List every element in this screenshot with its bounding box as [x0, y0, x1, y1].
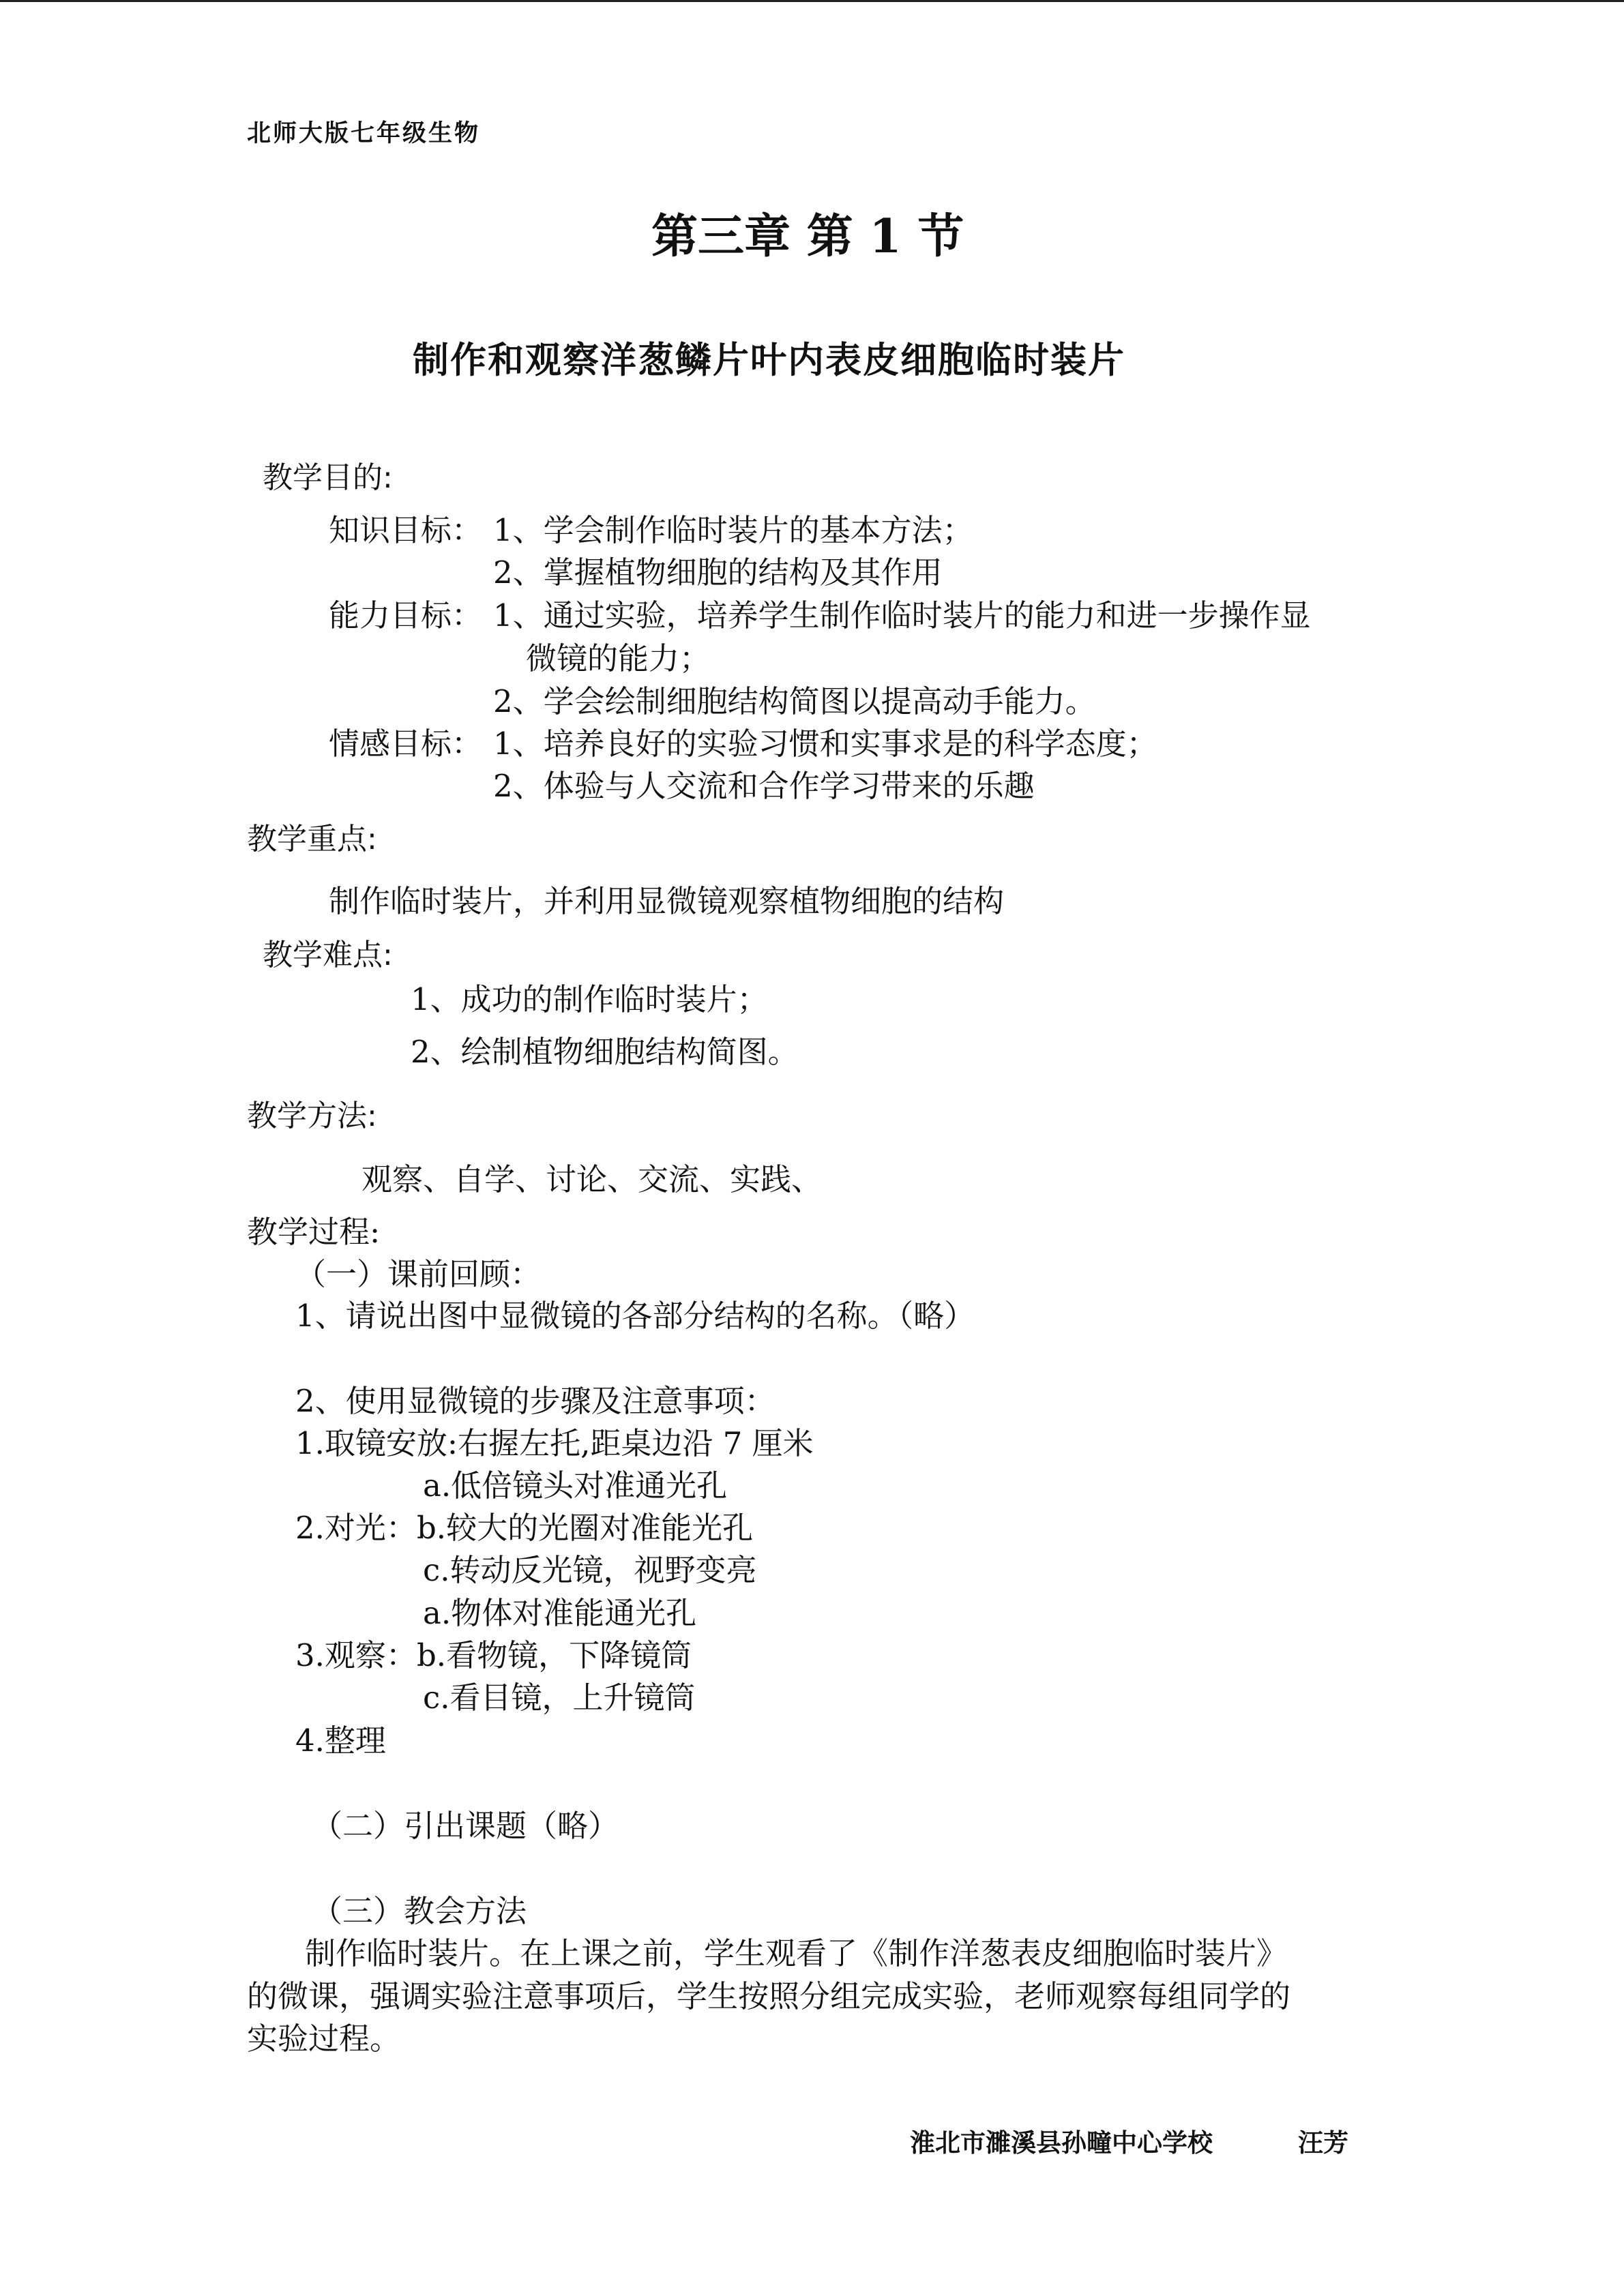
- ability-item-1: 1、通过实验，培养学生制作临时装片的能力和进一步操作显: [493, 597, 1311, 633]
- step-2b: b.较大的光圈对准能光孔: [417, 1510, 754, 1546]
- ability-label: 能力目标：: [329, 597, 483, 633]
- step-3c: c.看目镜，上升镜筒: [423, 1680, 696, 1716]
- header-label: 北师大版七年级生物: [247, 119, 481, 147]
- knowledge-label: 知识目标：: [329, 512, 483, 548]
- teach-paragraph-line-1: 制作临时装片。在上课之前，学生观看了《制作洋葱表皮细胞临时装片》: [305, 1935, 1288, 1971]
- step-1: 1.取镜安放:右握左托,距桌边沿 7 厘米: [295, 1425, 814, 1461]
- knowledge-item-2: 2、掌握植物细胞的结构及其作用: [493, 554, 943, 591]
- emotion-item-2: 2、体验与人交流和合作学习带来的乐趣: [493, 768, 1035, 804]
- difficulty-item-2: 2、绘制植物细胞结构简图。: [411, 1034, 799, 1070]
- footer-school: 淮北市濉溪县孙疃中心学校: [910, 2128, 1213, 2158]
- step-2c: c.转动反光镜，视野变亮: [423, 1552, 757, 1588]
- difficulties-heading: 教学难点:: [263, 938, 393, 972]
- objectives-heading: 教学目的:: [263, 460, 393, 495]
- knowledge-item-1: 1、学会制作临时装片的基本方法；: [493, 512, 973, 548]
- teach-method-heading: （三）教会方法: [312, 1893, 527, 1929]
- top-border-rule: [0, 0, 1624, 2]
- lesson-title: 制作和观察洋葱鳞片叶内表皮细胞临时装片: [413, 339, 1125, 381]
- step-2-label: 2.对光：: [295, 1510, 417, 1546]
- intro-topic: （二）引出课题（略）: [312, 1808, 619, 1844]
- emotion-label: 情感目标：: [329, 726, 483, 762]
- step-4: 4.整理: [295, 1723, 386, 1759]
- step-2a: a.低倍镜头对准通光孔: [423, 1467, 728, 1504]
- methods-heading: 教学方法:: [247, 1099, 377, 1133]
- ability-item-2: 2、学会绘制细胞结构简图以提高动手能力。: [493, 683, 1096, 719]
- chapter-title: 第三章 第 1 节: [651, 209, 964, 264]
- difficulty-item-1: 1、成功的制作临时装片；: [411, 981, 768, 1017]
- teach-paragraph-line-2: 的微课，强调实验注意事项后，学生按照分组完成实验，老师观察每组同学的: [247, 1978, 1291, 2014]
- process-heading: 教学过程:: [247, 1214, 381, 1250]
- key-points-text: 制作临时装片，并利用显微镜观察植物细胞的结构: [329, 883, 1005, 919]
- key-points-heading: 教学重点:: [247, 822, 377, 856]
- methods-text: 观察、自学、讨论、交流、实践、: [361, 1161, 823, 1197]
- step-3a: a.物体对准能通光孔: [423, 1595, 697, 1631]
- review-heading: （一）课前回顾：: [295, 1256, 542, 1292]
- teach-paragraph-line-3: 实验过程。: [247, 2021, 401, 2057]
- ability-item-1-continued: 微镜的能力；: [526, 640, 711, 676]
- footer-author: 汪芳: [1298, 2128, 1348, 2158]
- step-3b: b.看物镜，下降镜筒: [417, 1637, 692, 1673]
- review-question-1: 1、请说出图中显微镜的各部分结构的名称。（略）: [295, 1298, 975, 1334]
- step-3-label: 3.观察：: [295, 1637, 417, 1673]
- emotion-item-1: 1、培养良好的实验习惯和实事求是的科学态度；: [493, 726, 1157, 762]
- review-question-2: 2、使用显微镜的步骤及注意事项：: [295, 1383, 776, 1419]
